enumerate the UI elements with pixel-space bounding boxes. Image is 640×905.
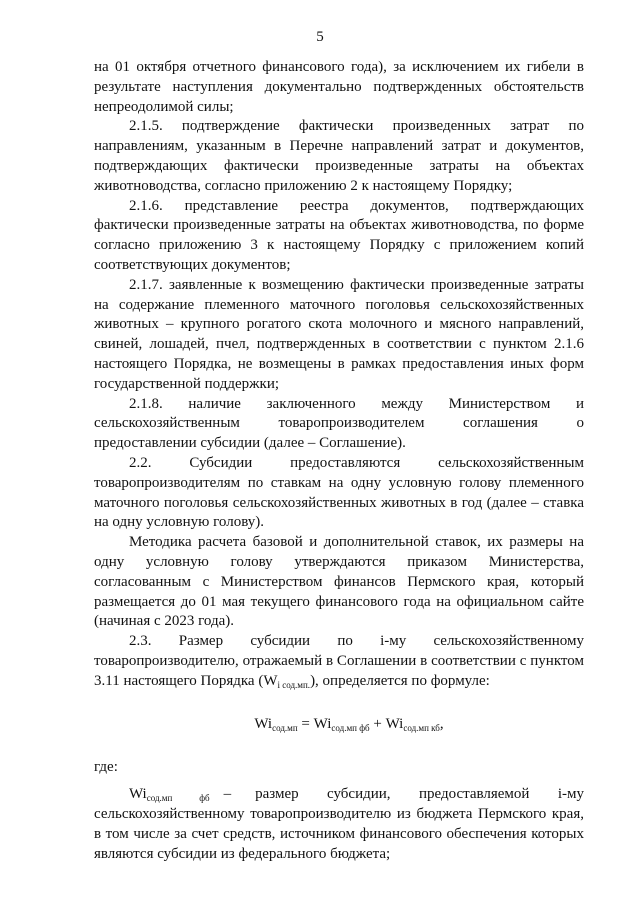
formula-equals: = xyxy=(297,715,314,732)
paragraph-2-1-5: 2.1.5. подтверждение фактически произведенных затрат по направлениям, указанным в Перечне направлений затрат и документов, подтверждающих фактически произведенные затраты на объектах животноводства, согласно приложению 2 к настоящему Порядку; xyxy=(94,118,584,194)
formula-sub-total: сод.мп xyxy=(272,722,298,733)
definition-dash: – xyxy=(223,786,232,803)
paragraph-2-3-tail: ), определяется по формуле: xyxy=(310,672,490,689)
formula-end: , xyxy=(439,715,444,732)
definition-symbol xyxy=(129,786,210,802)
paragraph-2-1-6: 2.1.6. представление реестра документов, подтверждающих фактически произведенные затраты на объектах животноводства, по форме согласно приложению 3 к настоящему Порядку с приложением копий соответствующих документов; xyxy=(94,197,584,273)
formula-term-fb: Wi xyxy=(313,715,332,732)
where-label: где: xyxy=(94,758,118,775)
paragraph-2-1-8: 2.1.8. наличие заключенного между Министерством и сельскохозяйственным товаропроизводителем соглашения о предоставлении субсидии (далее – Соглашение). xyxy=(94,395,584,452)
paragraph-2-3-text: 2.3. Размер субсидии по i-му сельскохозяйственному товаропроизводителю, отражаемый в Соглашении в соответствии с пунктом 3.11 настоящего Порядка (W xyxy=(94,633,584,689)
paragraph-2-3-subscript: i сод.мп. xyxy=(277,679,311,690)
paragraph-continuation: на 01 октября отчетного финансового года), за исключением их гибели в результате наступления документально подтвержденных обстоятельств непреодолимой силы; xyxy=(94,59,584,115)
definition-fb xyxy=(94,785,584,864)
paragraph-2-2: 2.2. Субсидии предоставляются сельскохозяйственным товаропроизводителям по ставкам на одну условную голову племенного маточного поголовья сельскохозяйственных животных в год (далее – ставка на одну условную голову). xyxy=(94,454,584,531)
definition-text: размер субсидии, предоставляемой i-му сельскохозяйственному товаропроизводителю из бюджета Пермского края, в том числе за счет средств, источником финансового обеспечения которых являются субсидии из федерального бюджета; xyxy=(94,786,584,862)
formula-term-total: Wi xyxy=(254,715,273,732)
formula-plus: + xyxy=(369,715,386,732)
paragraph-methodology: Методика расчета базовой и дополнительной ставок, их размеры на одну условную голову утверждаются приказом Министерства, согласованным с Министерством финансов Пермского края, который размещается до 01 мая текущего финансового года на официальном сайте (начиная с 2023 года). xyxy=(94,534,584,630)
paragraph-2-3 xyxy=(94,632,584,691)
formula xyxy=(94,714,584,734)
formula-sub-fb: сод.мп фб xyxy=(331,722,370,733)
formula-term-kb: Wi xyxy=(385,715,404,732)
document-body xyxy=(94,58,584,864)
formula-sub-kb: сод.мп кб xyxy=(403,722,440,733)
definition-symbol-sub: сод.мп фб xyxy=(146,793,210,804)
page-number: 5 xyxy=(316,29,324,45)
definition-symbol-text: Wi xyxy=(129,786,147,803)
paragraph-2-1-7: 2.1.7. заявленные к возмещению фактически произведенные затраты на содержание племенного маточного поголовья сельскохозяйственных животных – крупного рогатого скота молочного и мясного направлений, свиней, лошадей, пчел, подтвержденных в соответствии с пунктом 2.1.6 настоящего Порядка, не возмещены в рамках предоставления иных форм государственной поддержки; xyxy=(94,276,584,392)
